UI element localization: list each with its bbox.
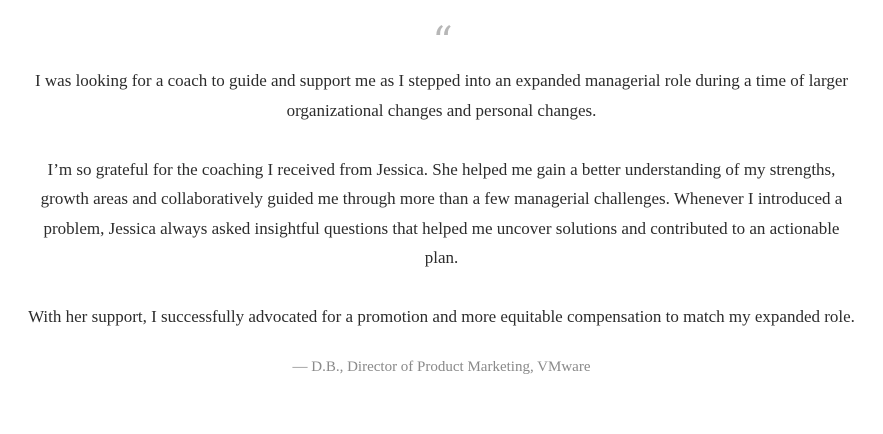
testimonial-paragraph-2: I’m so grateful for the coaching I received from Jessica. She helped me gain a better understanding of my strengths, growth areas and collaboratively guided me through more than a few managerial challenges. Whenever I introduced a problem, Jessica always asked insightful questions that helped me uncover solutions and contributed to an actionable plan. (40, 159, 843, 267)
testimonial-paragraph-1: I was looking for a coach to guide and support me as I stepped into an expanded managerial role during a time of larger organizational changes and personal changes. (34, 71, 849, 120)
quote-open-icon: “ (432, 19, 451, 65)
testimonial-quote (28, 66, 855, 332)
testimonial-paragraph-3: With her support, I successfully advocated for a promotion and more equitable compensation to match my expanded role. (28, 307, 855, 326)
testimonial-attribution: — D.B., Director of Product Marketing, VMware (292, 358, 591, 375)
